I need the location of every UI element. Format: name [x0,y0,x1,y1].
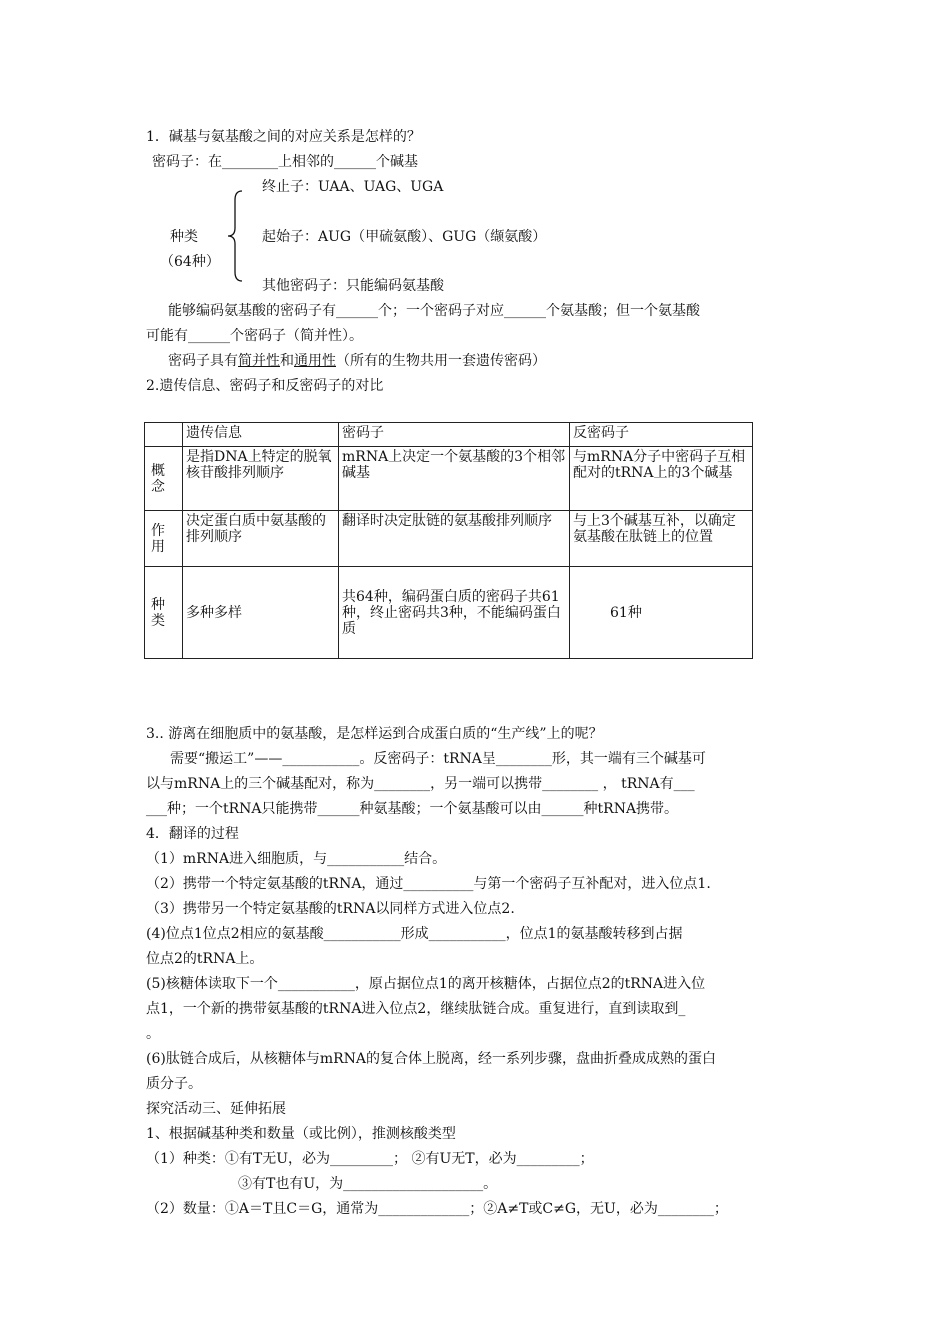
table-cell: 是指DNA上特定的脱氧核苷酸排列顺序 [183,447,339,511]
kind-rule-1: （1）种类：①有T无U，必为_________； ②有U无T，必为_________； [146,1151,594,1167]
extension-title: 探究活动三、延伸拓展 [146,1101,286,1117]
step-5b: 点1，一个新的携带氨基酸的tRNA进入位点2，继续肽链合成。重复进行，直到读取到_ [146,1001,686,1017]
table-cell: 与mRNA分子中密码子互相配对的tRNA上的3个碱基 [570,447,753,511]
row-label: 种类 [151,596,165,629]
kind-rule-2: ③有T也有U，为____________________。 [238,1176,498,1192]
table-cell: 共64种，编码蛋白质的密码子共61种，终止密码共3种，不能编码蛋白质 [339,567,570,659]
codon-properties: 密码子具有简并性和通用性（所有的生物共用一套遗传密码） [168,353,546,369]
row-label: 概念 [151,462,165,495]
q3-line3: ___种；一个tRNA只能携带______种氨基酸；一个氨基酸可以由______种tRNA携带。 [146,801,679,817]
comparison-table [144,422,753,659]
extension-subtitle: 1、根据碱基种类和数量（或比例），推测核酸类型 [146,1126,456,1142]
q1-line2: 可能有______个密码子（简并性）。 [146,328,363,344]
q3-line1: 需要“搬运工”——___________。反密码子：tRNA呈________形，其一端有三个碱基可 [170,751,706,767]
q2-title: 2.遗传信息、密码子和反密码子的对比 [146,378,384,394]
table-header-cell: 密码子 [339,423,570,447]
step-3: （3）携带另一个特定氨基酸的tRNA以同样方式进入位点2. [146,901,515,917]
codon-definition: 密码子：在________上相邻的______个碱基 [152,154,418,170]
table-cell: 翻译时决定肽链的氨基酸排列顺序 [339,511,570,567]
kinds-count: （64种） [160,254,220,270]
step-1: （1）mRNA进入细胞质，与___________结合。 [146,851,447,867]
table-cell: 多种多样 [183,567,339,659]
q3-line2: 以与mRNA上的三个碱基配对，称为________，另一端可以携带________ ， tRNA有___ [146,776,695,792]
table-cell: mRNA上决定一个氨基酸的3个相邻碱基 [339,447,570,511]
step-4a: (4)位点1位点2相应的氨基酸___________形成___________，位点1的氨基酸转移到占据 [146,926,683,942]
stop-codons: 终止子：UAA、UAG、UGA [262,179,444,195]
start-codons: 起始子：AUG（甲硫氨酸）、GUG（缬氨酸） [262,229,547,245]
table-cell: 与上3个碱基互补，以确定氨基酸在肽链上的位置 [570,511,753,567]
table-header-cell: 反密码子 [570,423,753,447]
table-header-cell [145,423,183,447]
step-5c: 。 [146,1026,160,1042]
q4-title: 4．翻译的过程 [146,826,239,842]
step-2: （2）携带一个特定氨基酸的tRNA，通过__________与第一个密码子互补配对，进入位点1. [146,876,711,892]
q3-title: 3.. 游离在细胞质中的氨基酸，是怎样运到合成蛋白质的“生产线”上的呢？ [146,726,603,742]
quantity-rule: （2）数量：①A＝T且C＝G，通常为_____________；②A≠T或C≠G，无U，必为________； [146,1201,728,1217]
table-header-cell: 遗传信息 [183,423,339,447]
table-cell: 61种 [570,567,753,659]
step-6b: 质分子。 [146,1076,202,1092]
step-6a: (6)肽链合成后，从核糖体与mRNA的复合体上脱离，经一系列步骤，盘曲折叠成成熟的蛋白 [146,1051,717,1067]
other-codons: 其他密码子：只能编码氨基酸 [262,278,444,294]
q1-line1: 能够编码氨基酸的密码子有______个；一个密码子对应______个氨基酸；但一个氨基酸 [168,303,700,319]
table-row [145,567,753,659]
curly-brace-icon [226,190,244,282]
table-cell: 决定蛋白质中氨基酸的排列顺序 [183,511,339,567]
table-row [145,511,753,567]
step-5a: (5)核糖体读取下一个___________，原占据位点1的离开核糖体，占据位点2的tRNA进入位 [146,976,706,992]
step-4b: 位点2的tRNA上。 [146,951,264,967]
table-row [145,447,753,511]
table-header-row [145,423,753,447]
kinds-label: 种类 [170,229,198,245]
row-label: 作用 [151,522,165,555]
q1-title: 1．碱基与氨基酸之间的对应关系是怎样的？ [146,129,421,145]
